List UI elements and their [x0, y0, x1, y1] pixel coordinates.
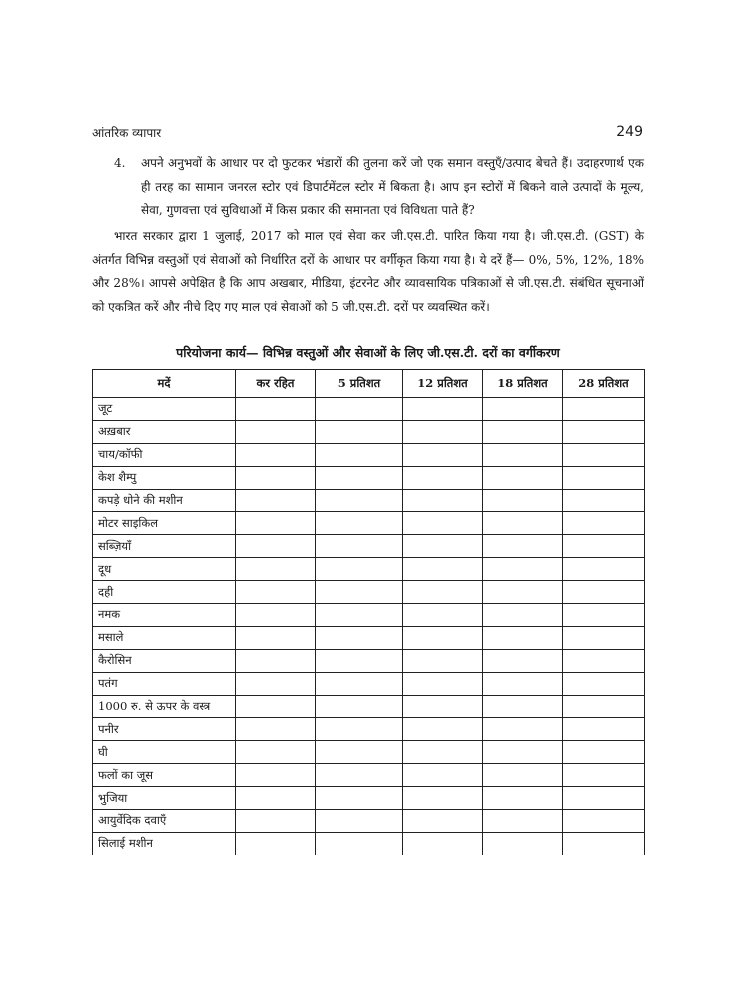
- column-header-exempt: कर रहित: [236, 370, 316, 398]
- rate-cell: [236, 718, 316, 741]
- item-name-cell: जूट: [93, 398, 236, 421]
- rate-cell: [403, 741, 483, 764]
- rate-cell: [316, 695, 403, 718]
- rate-cell: [236, 558, 316, 581]
- table-row: [93, 787, 645, 810]
- item-name-cell: 1000 रु. से ऊपर के वस्त्र: [93, 695, 236, 718]
- item-name-cell: भुजिया: [93, 787, 236, 810]
- item-name-cell: कपड़े धोने की मशीन: [93, 489, 236, 512]
- rate-cell: [483, 626, 563, 649]
- rate-cell: [316, 718, 403, 741]
- rate-cell: [236, 741, 316, 764]
- rate-cell: [236, 764, 316, 787]
- rate-cell: [316, 581, 403, 604]
- question-number: 4.: [114, 156, 126, 170]
- rate-cell: [483, 535, 563, 558]
- rate-cell: [316, 420, 403, 443]
- rate-cell: [563, 512, 645, 535]
- rate-cell: [563, 741, 645, 764]
- rate-cell: [236, 398, 316, 421]
- table-row: [93, 466, 645, 489]
- rate-cell: [563, 581, 645, 604]
- rate-cell: [236, 604, 316, 627]
- rate-cell: [563, 398, 645, 421]
- item-name-cell: कैरोसिन: [93, 649, 236, 672]
- rate-cell: [563, 626, 645, 649]
- rate-cell: [403, 512, 483, 535]
- table-row: [93, 512, 645, 535]
- rate-cell: [236, 466, 316, 489]
- rate-cell: [483, 558, 563, 581]
- table-row: [93, 764, 645, 787]
- item-name-cell: दूध: [93, 558, 236, 581]
- gst-classification-table: [92, 369, 645, 855]
- rate-cell: [563, 420, 645, 443]
- rate-cell: [236, 443, 316, 466]
- rate-cell: [403, 626, 483, 649]
- question-item: [114, 152, 644, 223]
- rate-cell: [403, 672, 483, 695]
- table-row: [93, 649, 645, 672]
- rate-cell: [563, 787, 645, 810]
- rate-cell: [403, 649, 483, 672]
- rate-cell: [403, 420, 483, 443]
- rate-cell: [483, 398, 563, 421]
- table-caption: परियोजना कार्य— विभिन्न वस्तुओं और सेवाओं के लिए जी.एस.टी. दरों का वर्गीकरण: [176, 345, 560, 360]
- rate-cell: [316, 489, 403, 512]
- rate-cell: [403, 695, 483, 718]
- rate-cell: [403, 466, 483, 489]
- rate-cell: [316, 466, 403, 489]
- item-name-cell: दही: [93, 581, 236, 604]
- rate-cell: [483, 466, 563, 489]
- question-text: अपने अनुभवों के आधार पर दो फुटकर भंडारों की तुलना करें जो एक समान वस्तुएँ/उत्पाद बेचते हैं। उदाहरणार्थ एक ही तरह का सामान जनरल स्टोर एवं डिपार्टमेंटल स्टोर में बिकता है। आप इन स्टोरों में बिकने वाले उत्पादों के मूल्य, सेवा, गुणवत्ता एवं सुविधाओं में किस प्रकार की समानता एवं विविधता पाते हैं?: [141, 156, 644, 217]
- item-name-cell: अख़बार: [93, 420, 236, 443]
- rate-cell: [483, 489, 563, 512]
- item-name-cell: चाय/कॉफी: [93, 443, 236, 466]
- item-name-cell: घी: [93, 741, 236, 764]
- rate-cell: [563, 672, 645, 695]
- table-row: [93, 832, 645, 854]
- table-row: [93, 535, 645, 558]
- table-header-row: [93, 370, 645, 398]
- rate-cell: [483, 741, 563, 764]
- rate-cell: [316, 787, 403, 810]
- column-header-items: मदें: [93, 370, 236, 398]
- rate-cell: [316, 672, 403, 695]
- rate-cell: [236, 787, 316, 810]
- rate-cell: [483, 581, 563, 604]
- rate-cell: [563, 718, 645, 741]
- rate-cell: [316, 398, 403, 421]
- rate-cell: [316, 604, 403, 627]
- rate-cell: [563, 535, 645, 558]
- rate-cell: [236, 626, 316, 649]
- rate-cell: [316, 832, 403, 854]
- column-header-28-percent: 28 प्रतिशत: [563, 370, 645, 398]
- rate-cell: [316, 512, 403, 535]
- rate-cell: [316, 443, 403, 466]
- column-header-18-percent: 18 प्रतिशत: [483, 370, 563, 398]
- rate-cell: [236, 581, 316, 604]
- rate-cell: [483, 695, 563, 718]
- table-row: [93, 604, 645, 627]
- rate-cell: [563, 832, 645, 854]
- rate-cell: [403, 581, 483, 604]
- table-row: [93, 398, 645, 421]
- rate-cell: [563, 466, 645, 489]
- item-name-cell: सब्ज़ियाँ: [93, 535, 236, 558]
- rate-cell: [316, 764, 403, 787]
- rate-cell: [483, 512, 563, 535]
- rate-cell: [563, 489, 645, 512]
- column-header-5-percent: 5 प्रतिशत: [316, 370, 403, 398]
- rate-cell: [316, 535, 403, 558]
- table-row: [93, 810, 645, 833]
- rate-cell: [236, 512, 316, 535]
- rate-cell: [316, 649, 403, 672]
- rate-cell: [403, 558, 483, 581]
- rate-cell: [403, 718, 483, 741]
- rate-cell: [483, 764, 563, 787]
- rate-cell: [316, 810, 403, 833]
- rate-cell: [316, 626, 403, 649]
- rate-cell: [563, 764, 645, 787]
- rate-cell: [563, 604, 645, 627]
- table-row: [93, 718, 645, 741]
- item-name-cell: आयुर्वेदिक दवाएँ: [93, 810, 236, 833]
- rate-cell: [236, 672, 316, 695]
- rate-cell: [483, 787, 563, 810]
- table-row: [93, 558, 645, 581]
- rate-cell: [483, 832, 563, 854]
- table-row: [93, 695, 645, 718]
- body-paragraph: भारत सरकार द्वारा 1 जुलाई, 2017 को माल एवं सेवा कर जी.एस.टी. पारित किया गया है। जी.एस.टी. (GST) के अंतर्गत विभिन्न वस्तुओं एवं सेवाओं को निर्धारित दरों के आधार पर वर्गीकृत किया गया है। ये दरें हैं— 0%, 5%, 12%, 18% और 28%। आपसे अपेक्षित है कि आप अखबार, मीडिया, इंटरनेट और व्यावसायिक पत्रिकाओं से जी.एस.टी. संबंधित सूचनाओं को एकत्रित करें और नीचे दिए गए माल एवं सेवाओं को 5 जी.एस.टी. दरों पर व्यवस्थित करें।: [92, 229, 644, 314]
- rate-cell: [483, 672, 563, 695]
- table-row: [93, 489, 645, 512]
- table-row: [93, 672, 645, 695]
- table-row: [93, 741, 645, 764]
- item-name-cell: पतंग: [93, 672, 236, 695]
- rate-cell: [236, 695, 316, 718]
- rate-cell: [403, 832, 483, 854]
- item-name-cell: केश शैम्पु: [93, 466, 236, 489]
- table-row: [93, 626, 645, 649]
- rate-cell: [563, 810, 645, 833]
- page-number: 249: [616, 124, 643, 140]
- rate-cell: [236, 535, 316, 558]
- rate-cell: [403, 604, 483, 627]
- rate-cell: [483, 810, 563, 833]
- rate-cell: [563, 695, 645, 718]
- item-name-cell: फलों का जूस: [93, 764, 236, 787]
- rate-cell: [563, 649, 645, 672]
- item-name-cell: मोटर साइकिल: [93, 512, 236, 535]
- column-header-12-percent: 12 प्रतिशत: [403, 370, 483, 398]
- rate-cell: [483, 718, 563, 741]
- table-row: [93, 581, 645, 604]
- rate-cell: [316, 741, 403, 764]
- rate-cell: [403, 443, 483, 466]
- rate-cell: [236, 649, 316, 672]
- rate-cell: [483, 420, 563, 443]
- table-row: [93, 420, 645, 443]
- rate-cell: [563, 443, 645, 466]
- rate-cell: [483, 604, 563, 627]
- rate-cell: [236, 832, 316, 854]
- item-name-cell: मसाले: [93, 626, 236, 649]
- rate-cell: [403, 535, 483, 558]
- rate-cell: [403, 810, 483, 833]
- rate-cell: [403, 398, 483, 421]
- rate-cell: [316, 558, 403, 581]
- table-row: [93, 443, 645, 466]
- rate-cell: [483, 649, 563, 672]
- rate-cell: [563, 558, 645, 581]
- item-name-cell: नमक: [93, 604, 236, 627]
- rate-cell: [403, 787, 483, 810]
- rate-cell: [403, 764, 483, 787]
- rate-cell: [483, 443, 563, 466]
- item-name-cell: सिलाई मशीन: [93, 832, 236, 854]
- rate-cell: [403, 489, 483, 512]
- running-title: आंतरिक व्यापार: [92, 126, 162, 140]
- rate-cell: [236, 420, 316, 443]
- rate-cell: [236, 810, 316, 833]
- item-name-cell: पनीर: [93, 718, 236, 741]
- rate-cell: [236, 489, 316, 512]
